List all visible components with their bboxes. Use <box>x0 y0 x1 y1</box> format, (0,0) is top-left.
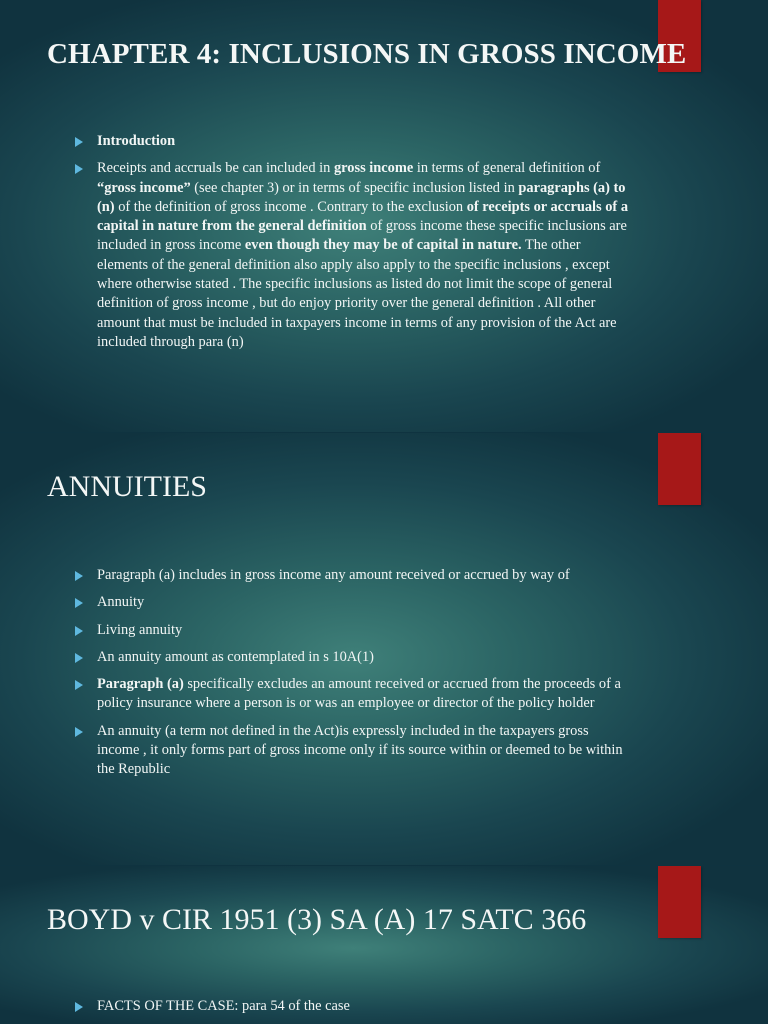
slide-title: ANNUITIES <box>47 470 207 503</box>
bullet-text: FACTS OF THE CASE: para 54 of the case <box>97 998 350 1014</box>
right-triangle-bullet-icon <box>75 137 83 147</box>
right-triangle-bullet-icon <box>75 653 83 663</box>
right-triangle-bullet-icon <box>75 626 83 636</box>
bullet-text: Paragraph (a) includes in gross income any amount received or accrued by way of <box>97 567 570 583</box>
bullet-text-run: specifically excludes an amount received or accrued from the proceeds of a policy insurance where a person is or was an employee or director of the policy holder <box>97 676 621 712</box>
red-accent-bar <box>658 866 701 938</box>
bullet-list <box>74 997 634 1016</box>
bullet-text-run: of receipts or accruals of a capital in nature from the general definition <box>97 198 629 235</box>
bullet-item <box>74 132 634 151</box>
slide-annuities <box>0 433 768 865</box>
bullet-item <box>74 648 634 667</box>
bullet-text-run: The other elements of the general definition also apply also apply to the specific inclusions , except where otherwise stated . The specific inclusions as listed do not limit the scope of general definition of gross income , but do enjoy priority over the general definition . All other amount that must be included in taxpayers income in terms of any provision of the Act are included through para (n) <box>97 237 617 350</box>
right-triangle-bullet-icon <box>75 571 83 581</box>
bullet-text-run: (see chapter 3) or in terms of specific inclusion listed in <box>190 179 519 196</box>
slide-title: BOYD v CIR 1951 (3) SA (A) 17 SATC 366 <box>47 903 587 936</box>
bullet-text: Introduction <box>97 133 176 149</box>
bullet-item <box>74 159 634 352</box>
bullet-list <box>74 132 634 352</box>
bullet-item <box>74 593 634 612</box>
right-triangle-bullet-icon <box>75 1002 83 1012</box>
bullet-text-run: gross income <box>333 160 414 177</box>
bullet-list <box>74 566 634 780</box>
right-triangle-bullet-icon <box>75 598 83 608</box>
bullet-text-run: Paragraph (a) <box>97 676 184 693</box>
bullet-item <box>74 566 634 585</box>
bullet-text: An annuity (a term not defined in the Act)is expressly included in the taxpayers gross income , it only forms part of gross income only if its source within or deemed to be within the Republic <box>97 722 623 778</box>
bullet-item <box>74 722 634 780</box>
bullet-text: Annuity <box>97 594 145 611</box>
bullet-text: An annuity amount as contemplated in s 10A(1) <box>97 648 374 665</box>
bullet-text-run: Receipts and accruals be can included in <box>97 160 334 177</box>
bullet-text-run: of gross income these specific inclusions are included in gross income <box>97 218 627 254</box>
bullet-text-run: of the definition of gross income . Contrary to the exclusion <box>114 198 467 215</box>
bullet-text: Living annuity <box>97 621 183 638</box>
bullet-item <box>74 675 634 714</box>
bullet-text-run: paragraphs (a) to (n) <box>97 179 626 215</box>
bullet-text-run: even though they may be of capital in nature. <box>244 237 522 254</box>
slide-chapter-4 <box>0 0 768 432</box>
bullet-item <box>74 621 634 640</box>
red-accent-bar <box>658 433 701 505</box>
slide-boyd-v-cir <box>0 866 768 1024</box>
slide-title: CHAPTER 4: INCLUSIONS IN GROSS INCOME <box>47 38 687 70</box>
bullet-text-run: “gross income” <box>97 179 191 196</box>
right-triangle-bullet-icon <box>75 727 83 737</box>
bullet-text-run: in terms of general definition of <box>413 160 601 177</box>
right-triangle-bullet-icon <box>75 164 83 174</box>
bullet-item <box>74 997 634 1016</box>
right-triangle-bullet-icon <box>75 680 83 690</box>
